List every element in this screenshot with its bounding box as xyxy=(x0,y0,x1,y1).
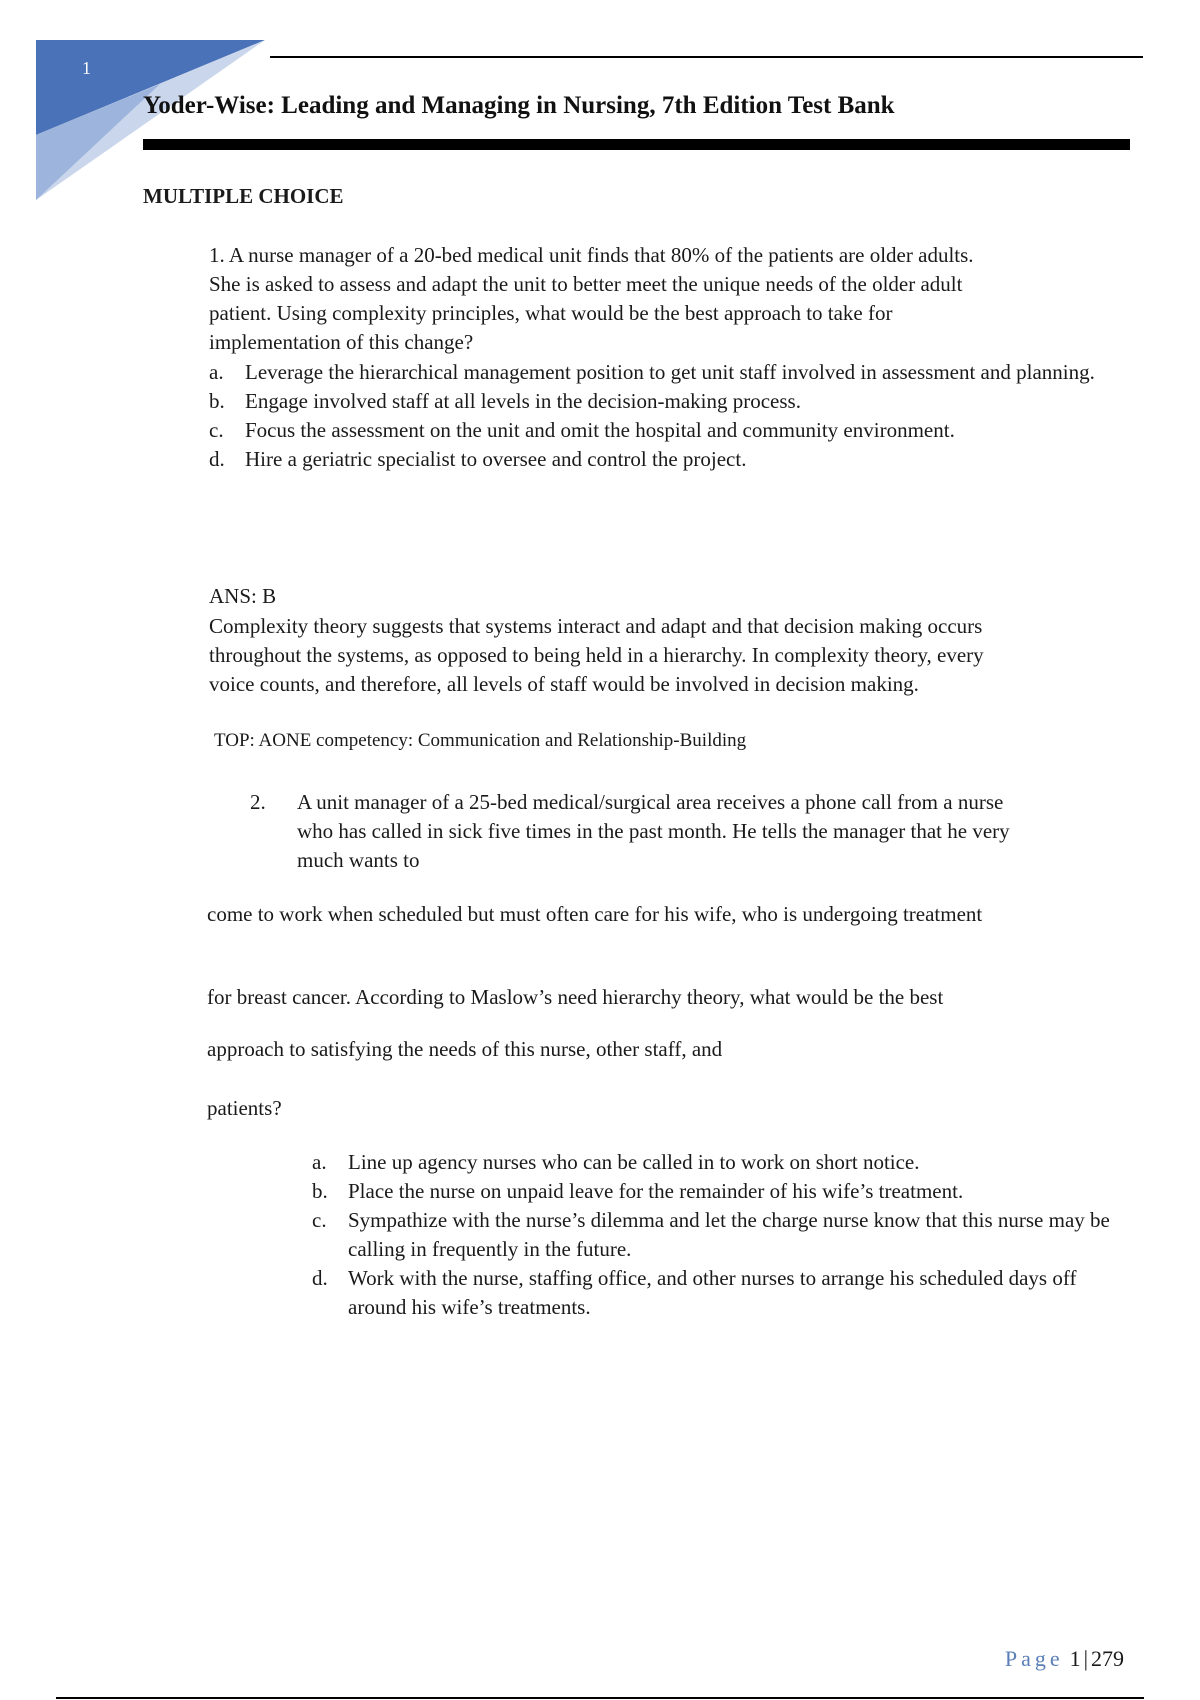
option-letter: a. xyxy=(312,1150,327,1174)
question-1-answer: ANS: B xyxy=(209,584,277,608)
option-letter: c. xyxy=(312,1208,327,1232)
question-1-line: patient. Using complexity principles, what would be the best approach to take for xyxy=(209,301,893,325)
question-2-option-b xyxy=(312,1177,1112,1206)
option-text: Work with the nurse, staffing office, and other nurses to arrange his scheduled days off around his wife’s treatments. xyxy=(348,1266,1077,1319)
option-letter: c. xyxy=(209,418,224,442)
question-2-continuation-line: for breast cancer. According to Maslow’s need hierarchy theory, what would be the best xyxy=(207,985,944,1009)
section-title: MULTIPLE CHOICE xyxy=(143,184,344,208)
question-1-line: 1. A nurse manager of a 20-bed medical unit finds that 80% of the patients are older adults. xyxy=(209,243,974,267)
corner-page-number: 1 xyxy=(82,58,91,78)
option-text: Leverage the hierarchical management position to get unit staff involved in assessment and planning. xyxy=(245,360,1095,384)
option-letter: b. xyxy=(312,1179,328,1203)
question-1-line: implementation of this change? xyxy=(209,330,474,354)
header-bottom-rule xyxy=(143,139,1130,150)
rationale-line: throughout the systems, as opposed to being held in a hierarchy. In complexity theory, every xyxy=(209,643,984,667)
rationale-line: voice counts, and therefore, all levels of staff would be involved in decision making. xyxy=(209,672,919,696)
question-1-stem xyxy=(209,241,1129,357)
question-2-stem xyxy=(297,788,1127,875)
question-2-line: who has called in sick five times in the past month. He tells the manager that he very xyxy=(297,819,1010,843)
question-2-line: much wants to xyxy=(297,848,420,872)
question-2-continuation-line: patients? xyxy=(207,1096,282,1120)
document-title: Yoder-Wise: Leading and Managing in Nursing, 7th Edition Test Bank xyxy=(143,92,895,119)
question-1-option-d xyxy=(209,445,1129,474)
question-2-option-c xyxy=(312,1206,1112,1264)
question-2-option-d xyxy=(312,1264,1112,1322)
page-footer xyxy=(1005,1646,1124,1672)
page-separator: | xyxy=(1083,1646,1088,1671)
footer-rule xyxy=(56,1697,1144,1699)
question-1-rationale xyxy=(209,612,1129,699)
question-1-topic: TOP: AONE competency: Communication and Relationship-Building xyxy=(214,730,747,751)
question-2-option-a xyxy=(312,1148,1112,1177)
question-1-line: She is asked to assess and adapt the unit to better meet the unique needs of the older adult xyxy=(209,272,963,296)
page-label: Page xyxy=(1004,1646,1064,1671)
question-1-option-c xyxy=(209,416,1129,445)
option-letter: d. xyxy=(209,447,225,471)
page-current: 1 xyxy=(1069,1646,1081,1671)
question-2-continuation-line: approach to satisfying the needs of this nurse, other staff, and xyxy=(207,1037,723,1061)
option-text: Focus the assessment on the unit and omit the hospital and community environment. xyxy=(245,418,955,442)
option-text: Line up agency nurses who can be called in to work on short notice. xyxy=(348,1150,920,1174)
rationale-line: Complexity theory suggests that systems interact and adapt and that decision making occurs xyxy=(209,614,983,638)
question-1-option-b xyxy=(209,387,1129,416)
question-2-line: A unit manager of a 25-bed medical/surgical area receives a phone call from a nurse xyxy=(297,790,1004,814)
question-2-options xyxy=(312,1148,1112,1322)
question-1-options xyxy=(209,358,1129,474)
page-total: 279 xyxy=(1091,1646,1124,1671)
option-text: Place the nurse on unpaid leave for the remainder of his wife’s treatment. xyxy=(348,1179,964,1203)
option-letter: a. xyxy=(209,360,224,384)
question-1-option-a xyxy=(209,358,1129,387)
question-2-continuation-line: come to work when scheduled but must often care for his wife, who is undergoing treatment xyxy=(207,902,983,926)
option-text: Hire a geriatric specialist to oversee and control the project. xyxy=(245,447,747,471)
header-top-rule xyxy=(270,56,1143,58)
option-letter: d. xyxy=(312,1266,328,1290)
option-letter: b. xyxy=(209,389,225,413)
option-text: Sympathize with the nurse’s dilemma and let the charge nurse know that this nurse may be calling in frequently in the future. xyxy=(348,1208,1110,1261)
option-text: Engage involved staff at all levels in the decision-making process. xyxy=(245,389,801,413)
question-2-number: 2. xyxy=(250,790,266,814)
